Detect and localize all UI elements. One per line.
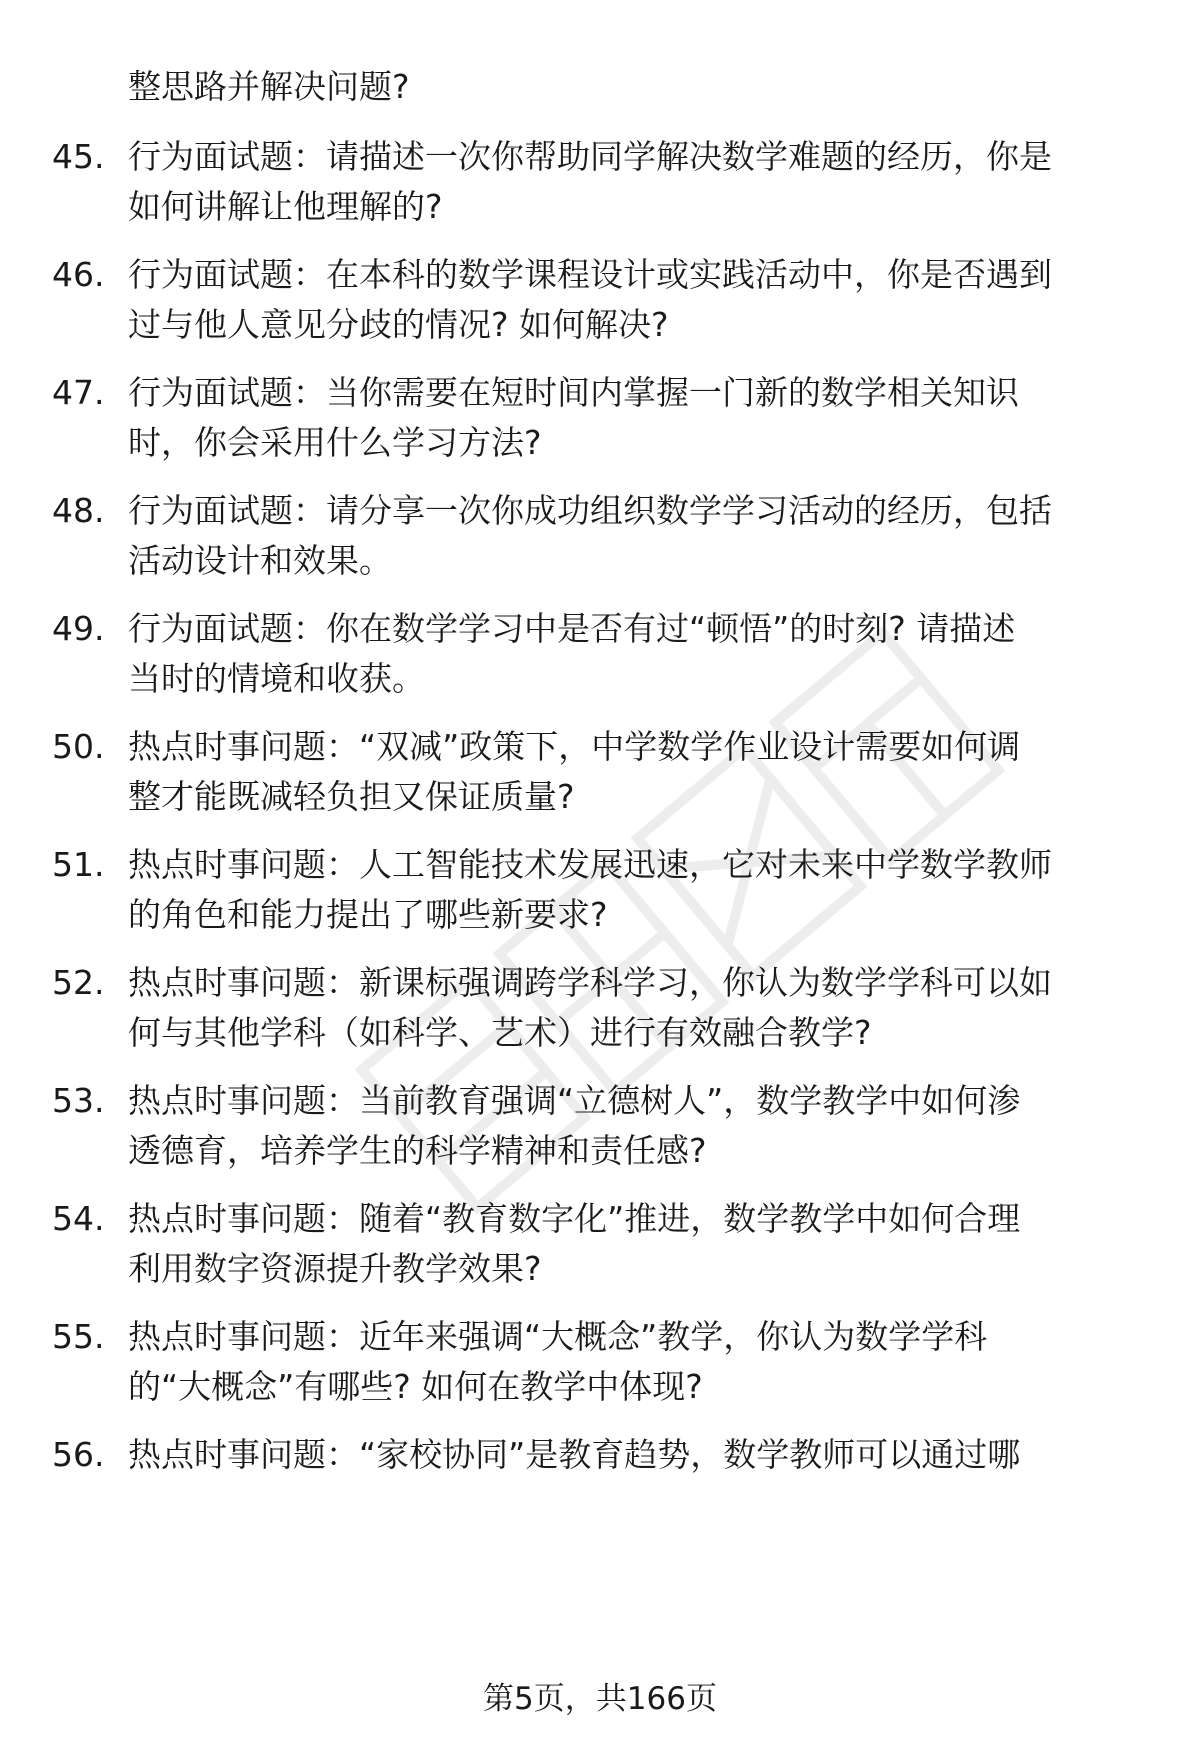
question-number: 48.	[52, 491, 105, 530]
question-text-line: 如何讲解让他理解的?	[128, 187, 443, 226]
question-text-line: 行为面试题：你在数学学习中是否有过“顿悟”的时刻? 请描述	[128, 609, 1016, 648]
question-text-line: 行为面试题：当你需要在短时间内掌握一门新的数学相关知识	[128, 373, 1019, 412]
question-number: 49.	[52, 609, 105, 648]
question-text-line: 热点时事问题：人工智能技术发展迅速，它对未来中学数学教师	[128, 845, 1052, 884]
question-text-line: 热点时事问题：“双减”政策下，中学数学作业设计需要如何调	[128, 727, 1021, 766]
question-number: 51.	[52, 845, 105, 884]
question-text-line: 时，你会采用什么学习方法?	[128, 423, 542, 462]
question-number: 54.	[52, 1199, 105, 1238]
question-text-line: 热点时事问题：新课标强调跨学科学习，你认为数学学科可以如	[128, 963, 1052, 1002]
question-text-line: 行为面试题：请描述一次你帮助同学解决数学难题的经历，你是	[128, 137, 1052, 176]
question-text-line: 行为面试题：在本科的数学课程设计或实践活动中，你是否遇到	[128, 255, 1052, 294]
question-text-line: 行为面试题：请分享一次你成功组织数学学习活动的经历，包括	[128, 491, 1052, 530]
question-text-line: 整才能既减轻负担又保证质量?	[128, 777, 575, 816]
question-text-line: 热点时事问题：“家校协同”是教育趋势，数学教师可以通过哪	[128, 1435, 1021, 1474]
question-number: 56.	[52, 1435, 105, 1474]
continuation-text: 整思路并解决问题?	[128, 67, 410, 106]
question-number: 46.	[52, 255, 105, 294]
question-number: 52.	[52, 963, 105, 1002]
question-text-line: 何与其他学科（如科学、艺术）进行有效融合教学?	[128, 1013, 872, 1052]
question-text-line: 过与他人意见分歧的情况? 如何解决?	[128, 305, 669, 344]
question-text-line: 热点时事问题：当前教育强调“立德树人”，数学教学中如何渗	[128, 1081, 1021, 1120]
question-text-line: 透德育，培养学生的科学精神和责任感?	[128, 1131, 707, 1170]
question-text-line: 热点时事问题：近年来强调“大概念”教学，你认为数学学科	[128, 1317, 988, 1356]
question-number: 53.	[52, 1081, 105, 1120]
question-text-line: 当时的情境和收获。	[128, 659, 425, 698]
question-text-line: 活动设计和效果。	[128, 541, 392, 580]
question-text-line: 利用数字资源提升教学效果?	[128, 1249, 542, 1288]
question-number: 50.	[52, 727, 105, 766]
question-number: 47.	[52, 373, 105, 412]
question-number: 45.	[52, 137, 105, 176]
question-text-line: 的角色和能力提出了哪些新要求?	[128, 895, 608, 934]
question-text-line: 热点时事问题：随着“教育数字化”推进，数学教学中如何合理	[128, 1199, 1021, 1238]
question-text-line: 的“大概念”有哪些? 如何在教学中体现?	[128, 1367, 703, 1406]
page-footer: 第5页，共166页	[483, 1681, 717, 1717]
question-number: 55.	[52, 1317, 105, 1356]
